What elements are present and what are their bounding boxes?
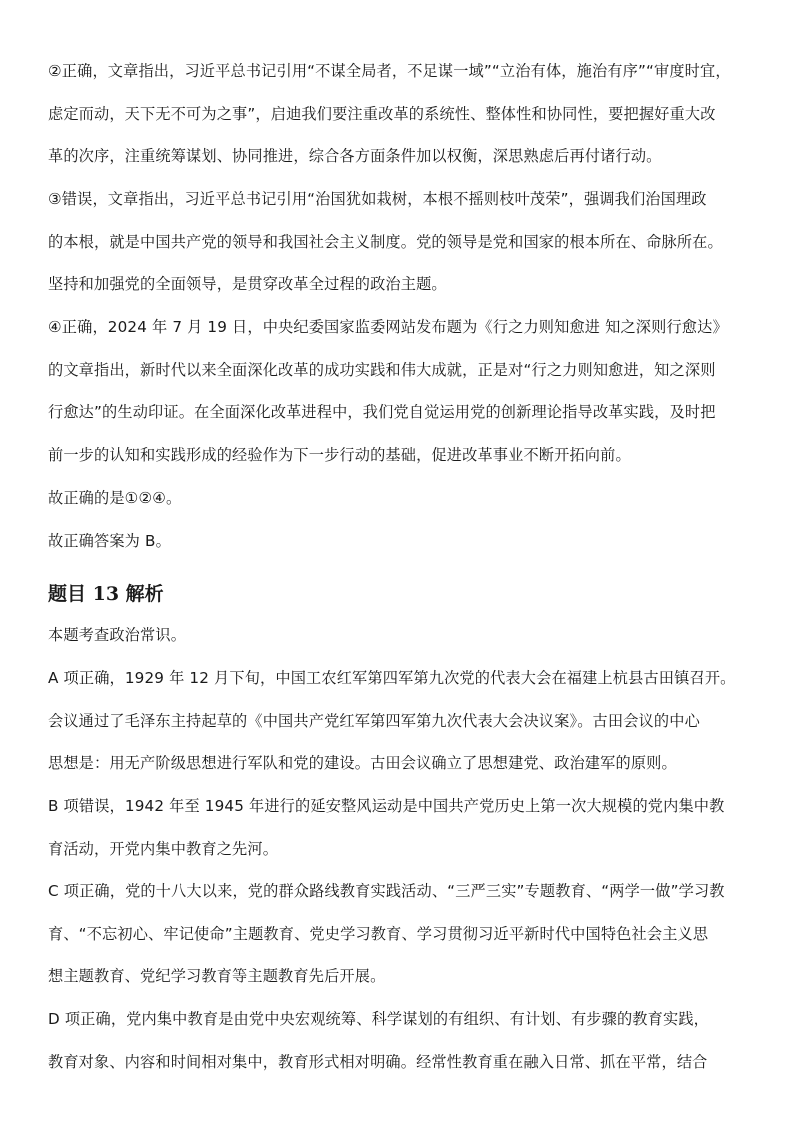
text-line: 育、“不忘初心、牢记使命”主题教育、党史学习教育、学习贯彻习近平新时代中国特色社会主义思 — [48, 924, 709, 943]
paragraph-option-c — [48, 870, 754, 998]
text-line: 的本根，就是中国共产党的领导和我国社会主义制度。党的领导是党和国家的根本所在、命脉所在。 — [48, 232, 723, 251]
text-line: 革的次序，注重统筹谋划、协同推进，综合各方面条件加以权衡，深思熟虑后再付诸行动。 — [48, 147, 662, 166]
paragraph-option-d — [48, 998, 754, 1083]
text-line: 虑定而动，天下无不可为之事”，启迪我们要注重改革的系统性、整体性和协同性，要把握好重大改 — [48, 104, 716, 123]
text-line: ③错误，文章指出，习近平总书记引用“治国犹如栽树，本根不摇则枝叶茂荣”，强调我们治国理政 — [48, 190, 707, 208]
text-line: ②正确，文章指出，习近平总书记引用“不谋全局者，不足谋一域”“立治有体，施治有序”“审度时宜， — [48, 62, 731, 80]
paragraph-item-4 — [48, 306, 754, 476]
text-line: 本题考查政治常识。 — [48, 626, 187, 644]
text-line: 故正确答案为 B。 — [48, 532, 171, 550]
paragraph-option-a — [48, 657, 754, 785]
text-line: 育活动，开党内集中教育之先河。 — [48, 839, 279, 858]
section-heading: 题目 13 解析 — [48, 583, 164, 605]
text-line: 教育对象、内容和时间相对集中，教育形式相对明确。经常性教育重在融入日常、抓在平常，结合 — [48, 1052, 708, 1071]
paragraph-item-2 — [48, 50, 754, 178]
text-line: 思想是：用无产阶级思想进行军队和党的建设。古田会议确立了思想建党、政治建军的原则。 — [48, 754, 677, 773]
text-line: ④正确，2024 年 7 月 19 日，中央纪委国家监委网站发布题为《行之力则知愈进 知之深则行愈达》 — [48, 318, 728, 336]
intro-text — [48, 614, 754, 657]
text-line: 想主题教育、党纪学习教育等主题教育先后开展。 — [48, 967, 386, 986]
text-line: D 项正确，党内集中教育是由党中央宏观统筹、科学谋划的有组织、有计划、有步骤的教育实践， — [48, 1010, 709, 1028]
paragraph-option-b — [48, 785, 754, 870]
paragraph-item-3 — [48, 178, 754, 306]
text-line: 故正确的是①②④。 — [48, 489, 182, 507]
text-line: C 项正确，党的十八大以来，党的群众路线教育实践活动、“三严三实”专题教育、“两学一做”学习教 — [48, 882, 725, 900]
text-line: B 项错误，1942 年至 1945 年进行的延安整风运动是中国共产党历史上第一次大规模的党内集中教 — [48, 797, 725, 815]
text-line: 坚持和加强党的全面领导，是贯穿改革全过程的政治主题。 — [48, 275, 447, 294]
text-line: 前一步的认知和实践形成的经验作为下一步行动的基础，促进改革事业不断开拓向前。 — [48, 445, 631, 464]
text-line: 的文章指出，新时代以来全面深化改革的成功实践和伟大成就，正是对“行之力则知愈进，知之深则 — [48, 360, 716, 379]
text-line: 会议通过了毛泽东主持起草的《中国共产党红军第四军第九次代表大会决议案》。古田会议的中心 — [48, 711, 700, 730]
conclusion-text — [48, 477, 754, 520]
text-line: A 项正确，1929 年 12 月下旬，中国工农红军第四军第九次党的代表大会在福建上杭县古田镇召开。 — [48, 669, 736, 687]
text-line: 行愈达”的生动印证。在全面深化改革进程中，我们党自觉运用党的创新理论指导改革实践，及时把 — [48, 403, 716, 422]
answer-text — [48, 520, 754, 563]
